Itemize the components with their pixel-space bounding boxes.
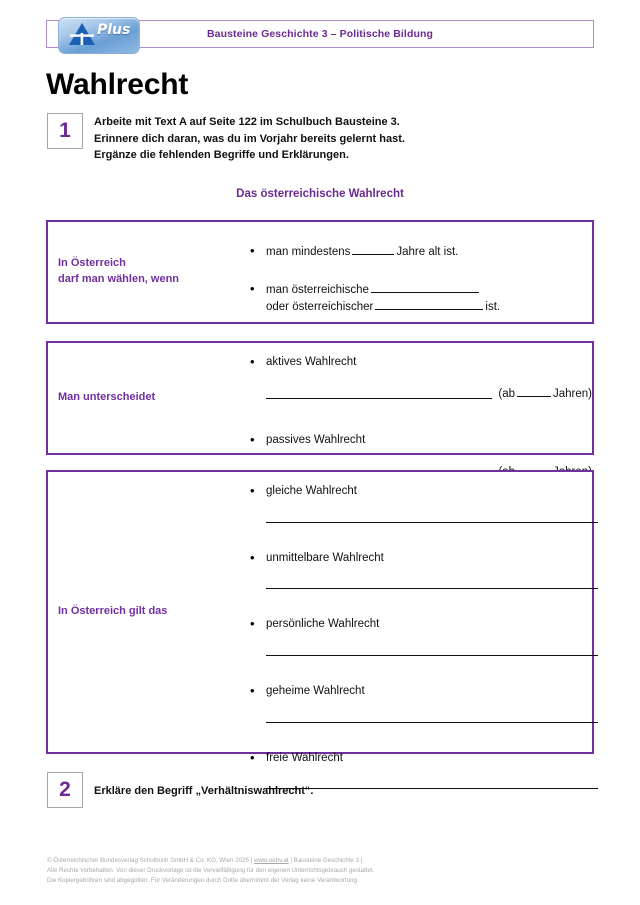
footer-line-1-b: | Bausteine Geschichte 3 | [288, 857, 363, 864]
task-1-line-1: Arbeite mit Text A auf Seite 122 im Schulbuch Bausteine 3. [94, 116, 400, 128]
box-3-label: In Österreich gilt das [58, 605, 168, 618]
box-1-item-2-post: ist. [485, 301, 501, 314]
box-1-label [48, 222, 244, 322]
box-2-item-1-text: aktives Wahlrecht [266, 356, 357, 368]
answer-line[interactable] [266, 722, 598, 723]
publisher-website-link[interactable]: www.oebv.at [254, 857, 289, 864]
box-2-item-2-text: passives Wahlrecht [266, 434, 366, 447]
answer-line[interactable] [266, 655, 598, 656]
box-3-item-5-text: freie Wahlrecht [266, 751, 343, 764]
footer-line-1 [47, 856, 567, 866]
list-item [244, 616, 592, 656]
box-1-item-1-pre: man mindestens [266, 246, 351, 258]
list-item [244, 483, 592, 523]
task-1-line-3: Ergänze die fehlenden Begriffe und Erklärungen. [94, 149, 349, 162]
answer-line[interactable] [266, 522, 598, 523]
task-1 [47, 113, 405, 164]
answer-line[interactable] [266, 788, 598, 789]
box-1-item-list [244, 222, 592, 316]
box-2-item-1-tail [498, 385, 592, 403]
logo-label: Plus [97, 22, 131, 38]
list-item [244, 550, 592, 590]
plus-logo [58, 17, 140, 54]
blank-field-citizenship-m[interactable] [375, 298, 483, 310]
list-item [244, 281, 592, 316]
answer-line[interactable] [266, 588, 598, 589]
content-box-voting-types [46, 341, 594, 455]
box-1-item-1-post: Jahre alt ist. [396, 246, 459, 258]
list-item [244, 683, 592, 723]
task-2-number: 2 [47, 772, 83, 808]
box-1-body [244, 222, 592, 322]
box-3-item-3-text: persönliche Wahlrecht [266, 618, 380, 631]
task-1-number: 1 [47, 113, 83, 149]
page-title: Wahlrecht [46, 68, 189, 101]
box-2-item-1-tail-post: Jahren) [553, 387, 592, 400]
blank-field-active-age[interactable] [517, 385, 551, 397]
footer-copyright [47, 856, 567, 887]
list-item [244, 243, 592, 261]
task-2-instructions [94, 772, 313, 800]
box-2-label: Man unterscheidet [58, 391, 156, 404]
box-3-item-list [244, 472, 592, 789]
box-2-item-1-tail-pre: (ab [498, 387, 515, 400]
blank-field-age[interactable] [352, 243, 394, 255]
section-subtitle: Das österreichische Wahlrecht [236, 188, 404, 200]
box-1-label-line-2: darf man wählen, wenn [58, 273, 180, 285]
footer-line-1-a: © Österreichischer Bundesverlag Schulbuch GmbH & Co. KG, Wien 2025 | [47, 857, 255, 864]
box-2-item-1-answer-row [266, 385, 592, 403]
answer-line[interactable] [266, 398, 492, 399]
header-title: Bausteine Geschichte 3 – Politische Bildung [206, 28, 434, 40]
task-1-instructions [94, 113, 405, 164]
triangle-plus-logo-icon [68, 23, 96, 49]
task-2 [47, 772, 313, 808]
box-1-label-line-1: In Österreich [58, 257, 126, 270]
content-box-voting-eligibility [46, 220, 594, 324]
footer-line-2: Alle Rechte vorbehalten. Von dieser Druckvorlage ist die Vervielfältigung für den eigenen Unterrichtsgebrauch gestattet. [47, 867, 375, 875]
task-2-line-1: Erkläre den Begriff „Verhältniswahlrecht“. [94, 785, 314, 797]
box-3-item-2-text: unmittelbare Wahlrecht [266, 551, 384, 564]
list-item [244, 354, 592, 402]
box-3-item-4-text: geheime Wahlrecht [266, 685, 365, 698]
box-2-item-list [244, 343, 592, 481]
box-3-item-1-text: gleiche Wahlrecht [266, 485, 357, 497]
blank-field-citizenship-f[interactable] [371, 281, 479, 293]
footer-line-3: Die Kopiergebühren sind abgegolten. Für Veränderungen durch Dritte übernimmt der Verlag keine Verantwortung. [47, 877, 359, 885]
box-1-item-2-line-2: oder österreichischer [266, 301, 374, 314]
box-1-item-2-line-1: man österreichische [266, 283, 369, 296]
box-2-body [244, 343, 592, 453]
box-3-body [244, 472, 592, 764]
task-1-line-2: Erinnere dich daran, was du im Vorjahr bereits gelernt hast. [94, 132, 405, 145]
content-box-voting-principles [46, 470, 594, 764]
